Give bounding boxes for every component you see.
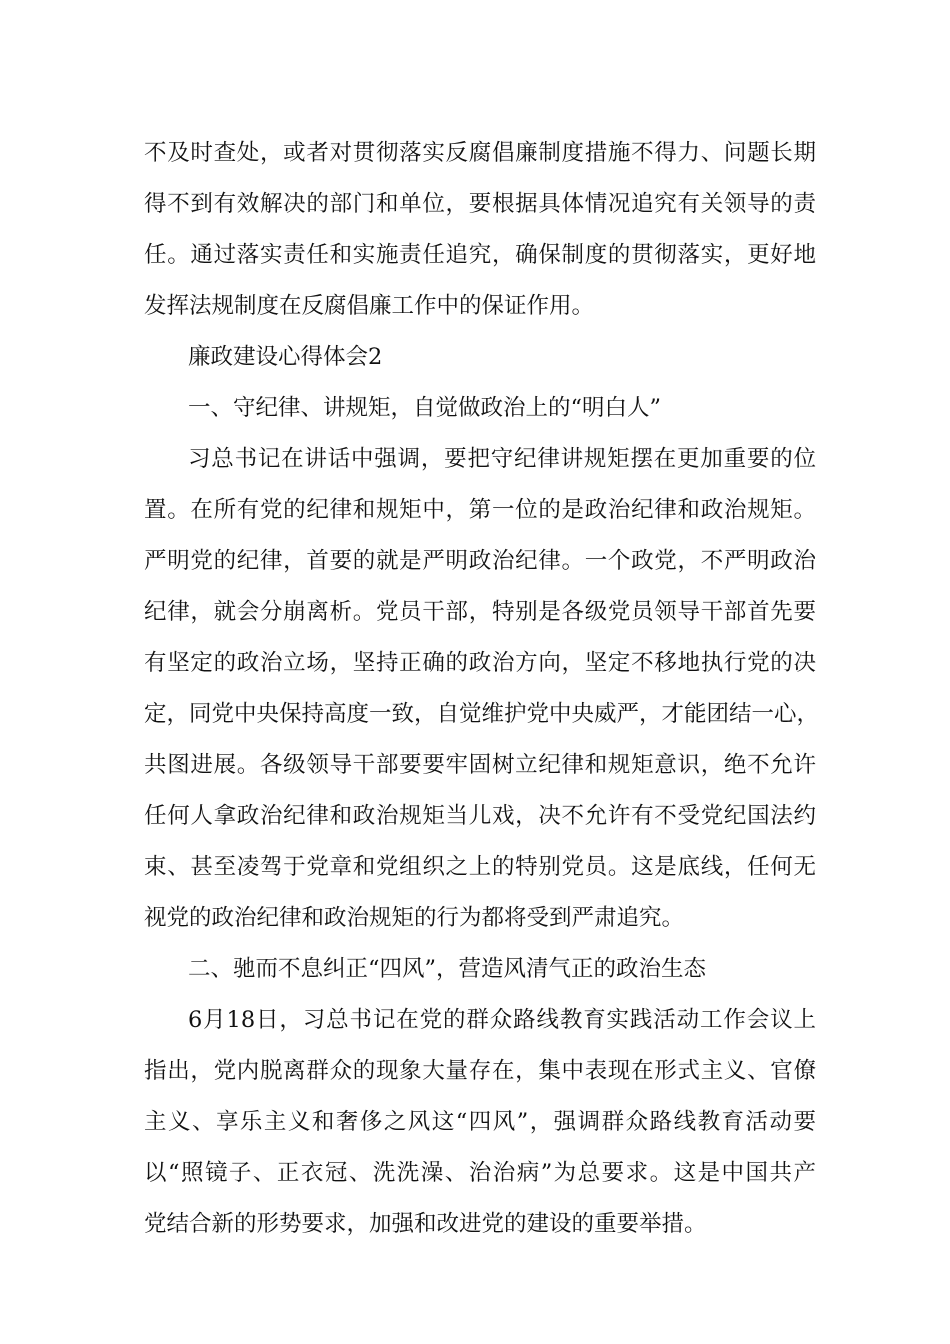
paragraph-line: 共图进展。各级领导干部要要牢固树立纪律和规矩意识，绝不允许	[144, 752, 816, 778]
paragraph-line: 发挥法规制度在反腐倡廉工作中的保证作用。	[144, 293, 595, 319]
paragraph-line: 主义、享乐主义和奢侈之风这“四风”，强调群众路线教育活动要	[144, 1109, 816, 1135]
document-body	[144, 128, 820, 1250]
paragraph-line: 6月18日，习总书记在党的群众路线教育实践活动工作会议上	[188, 1007, 816, 1033]
paragraph-line: 纪律，就会分崩离析。党员干部，特别是各级党员领导干部首先要	[144, 599, 816, 625]
section-heading: 一、守纪律、讲规矩，自觉做政治上的“明白人”	[188, 395, 662, 421]
paragraph-line: 置。在所有党的纪律和规矩中，第一位的是政治纪律和政治规矩。	[144, 497, 816, 523]
paragraph-line: 习总书记在讲话中强调，要把守纪律讲规矩摆在更加重要的位	[188, 446, 816, 472]
paragraph-line: 任。通过落实责任和实施责任追究，确保制度的贯彻落实，更好地	[144, 242, 816, 268]
paragraph-line: 不及时查处，或者对贯彻落实反腐倡廉制度措施不得力、问题长期	[144, 140, 816, 166]
paragraph-line: 严明党的纪律，首要的就是严明政治纪律。一个政党，不严明政治	[144, 548, 816, 574]
paragraph-line: 指出，党内脱离群众的现象大量存在，集中表现在形式主义、官僚	[144, 1058, 816, 1084]
paragraph-line: 有坚定的政治立场，坚持正确的政治方向，坚定不移地执行党的决	[144, 650, 816, 676]
paragraph-line: 得不到有效解决的部门和单位，要根据具体情况追究有关领导的责	[144, 191, 816, 217]
paragraph-line: 任何人拿政治纪律和政治规矩当儿戏，决不允许有不受党纪国法约	[144, 803, 816, 829]
paragraph-line: 定，同党中央保持高度一致，自觉维护党中央威严，才能团结一心，	[144, 701, 820, 727]
section-heading: 廉政建设心得体会2	[188, 344, 383, 370]
section-heading: 二、驰而不息纠正“四风”，营造风清气正的政治生态	[188, 956, 707, 982]
paragraph-line: 束、甚至凌驾于党章和党组织之上的特别党员。这是底线，任何无	[144, 854, 816, 880]
paragraph-line: 视党的政治纪律和政治规矩的行为都将受到严肃追究。	[144, 905, 685, 931]
paragraph-line: 党结合新的形势要求，加强和改进党的建设的重要举措。	[144, 1211, 707, 1237]
paragraph-line: 以“照镜子、正衣冠、洗洗澡、治治病”为总要求。这是中国共产	[144, 1160, 816, 1186]
